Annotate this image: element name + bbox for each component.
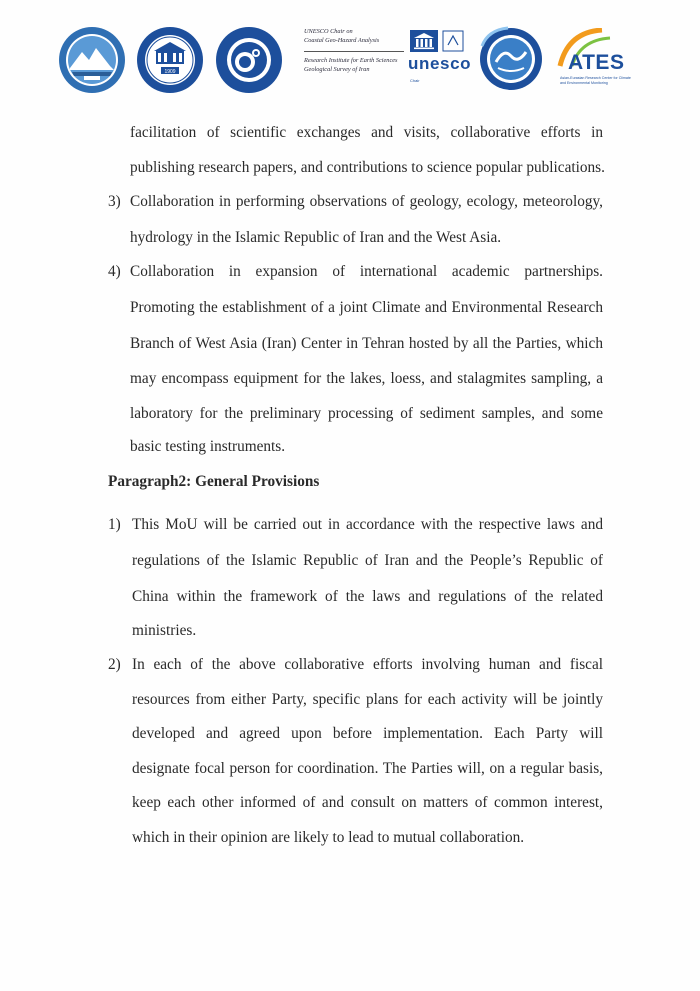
item-3-line-1: Collaboration in performing observations of geology, ecology, meteorology, xyxy=(130,193,603,210)
p2-item-2-line-5: keep each other informed of and consult on matters of common interest, xyxy=(132,794,603,811)
ates-subtitle: Asian-Eurasian Research Center for Climate and Environmental Monitoring xyxy=(560,76,631,85)
p2-item-2-line-2: resources from either Party, specific plans for each activity will be jointly xyxy=(132,691,603,708)
p2-item-2-line-1: In each of the above collaborative efforts involving human and fiscal xyxy=(132,656,603,673)
section-heading: Paragraph2: General Provisions xyxy=(108,473,320,490)
p2-item-2-number: 2) xyxy=(108,656,121,673)
p2-item-1-line-2: regulations of the Islamic Republic of Iran and the People’s Republic of xyxy=(132,552,603,569)
item-3-line-2: hydrology in the Islamic Republic of Iran and the West Asia. xyxy=(130,229,502,246)
unesco-temple-icon xyxy=(410,30,438,52)
unesco-wordmark: unesco xyxy=(408,54,472,73)
circular-logo-icon xyxy=(478,26,544,92)
svg-text:1909: 1909 xyxy=(164,69,176,75)
item-4-line-6: basic testing instruments. xyxy=(130,438,286,455)
research-institute-seal-icon xyxy=(215,26,283,94)
p2-item-1-line-4: ministries. xyxy=(132,622,197,639)
p2-item-1-line-1: This MoU will be carried out in accordance with the respective laws and xyxy=(132,516,603,533)
unesco-chair-label: Chair xyxy=(410,78,420,83)
item-4-number: 4) xyxy=(108,263,121,280)
item-4-line-4: may encompass equipment for the lakes, loess, and stalagmites sampling, a xyxy=(130,370,603,387)
p2-item-1-number: 1) xyxy=(108,516,121,533)
university-seal-left-icon xyxy=(58,26,126,94)
p2-item-2-line-6: which in their opinion are likely to lead to mutual collaboration. xyxy=(132,829,525,846)
p2-item-2-line-3: developed and agreed upon before implementation. Each Party will xyxy=(132,725,603,742)
unesco-chair-emblem-icon xyxy=(442,30,464,52)
unesco-chair-block xyxy=(304,28,404,90)
intro-line-2: publishing research papers, and contributions to science popular publications. xyxy=(130,159,605,176)
unesco-logo xyxy=(408,30,470,90)
item-4-line-2: Promoting the establishment of a joint Climate and Environmental Research xyxy=(130,299,603,316)
item-4-line-5: laboratory for the preliminary processing of sediment samples, and some xyxy=(130,405,603,422)
intro-line-1: facilitation of scientific exchanges and visits, collaborative efforts in xyxy=(130,124,603,141)
item-4-line-1: Collaboration in expansion of international academic partnerships. xyxy=(130,263,603,280)
unesco-chair-line3: Research Institute for Earth Sciences xyxy=(304,57,398,64)
ates-logo xyxy=(554,28,646,94)
header-logos xyxy=(58,20,648,110)
unesco-chair-line1: UNESCO Chair on xyxy=(304,28,353,35)
item-3-number: 3) xyxy=(108,193,121,210)
lanzhou-university-logo-icon xyxy=(136,26,204,94)
unesco-chair-line4: Geological Survey of Iran xyxy=(304,66,370,73)
unesco-chair-line2: Coastal Geo-Hazard Analysis xyxy=(304,37,380,44)
p2-item-2-line-4: designate focal person for coordination. The Parties will, on a regular basis, xyxy=(132,760,603,777)
item-4-line-3: Branch of West Asia (Iran) Center in Tehran hosted by all the Parties, which xyxy=(130,335,603,352)
p2-item-1-line-3: China within the framework of the laws and regulations of the related xyxy=(132,588,603,605)
ates-wordmark: ATES xyxy=(568,51,625,74)
divider xyxy=(304,51,404,52)
